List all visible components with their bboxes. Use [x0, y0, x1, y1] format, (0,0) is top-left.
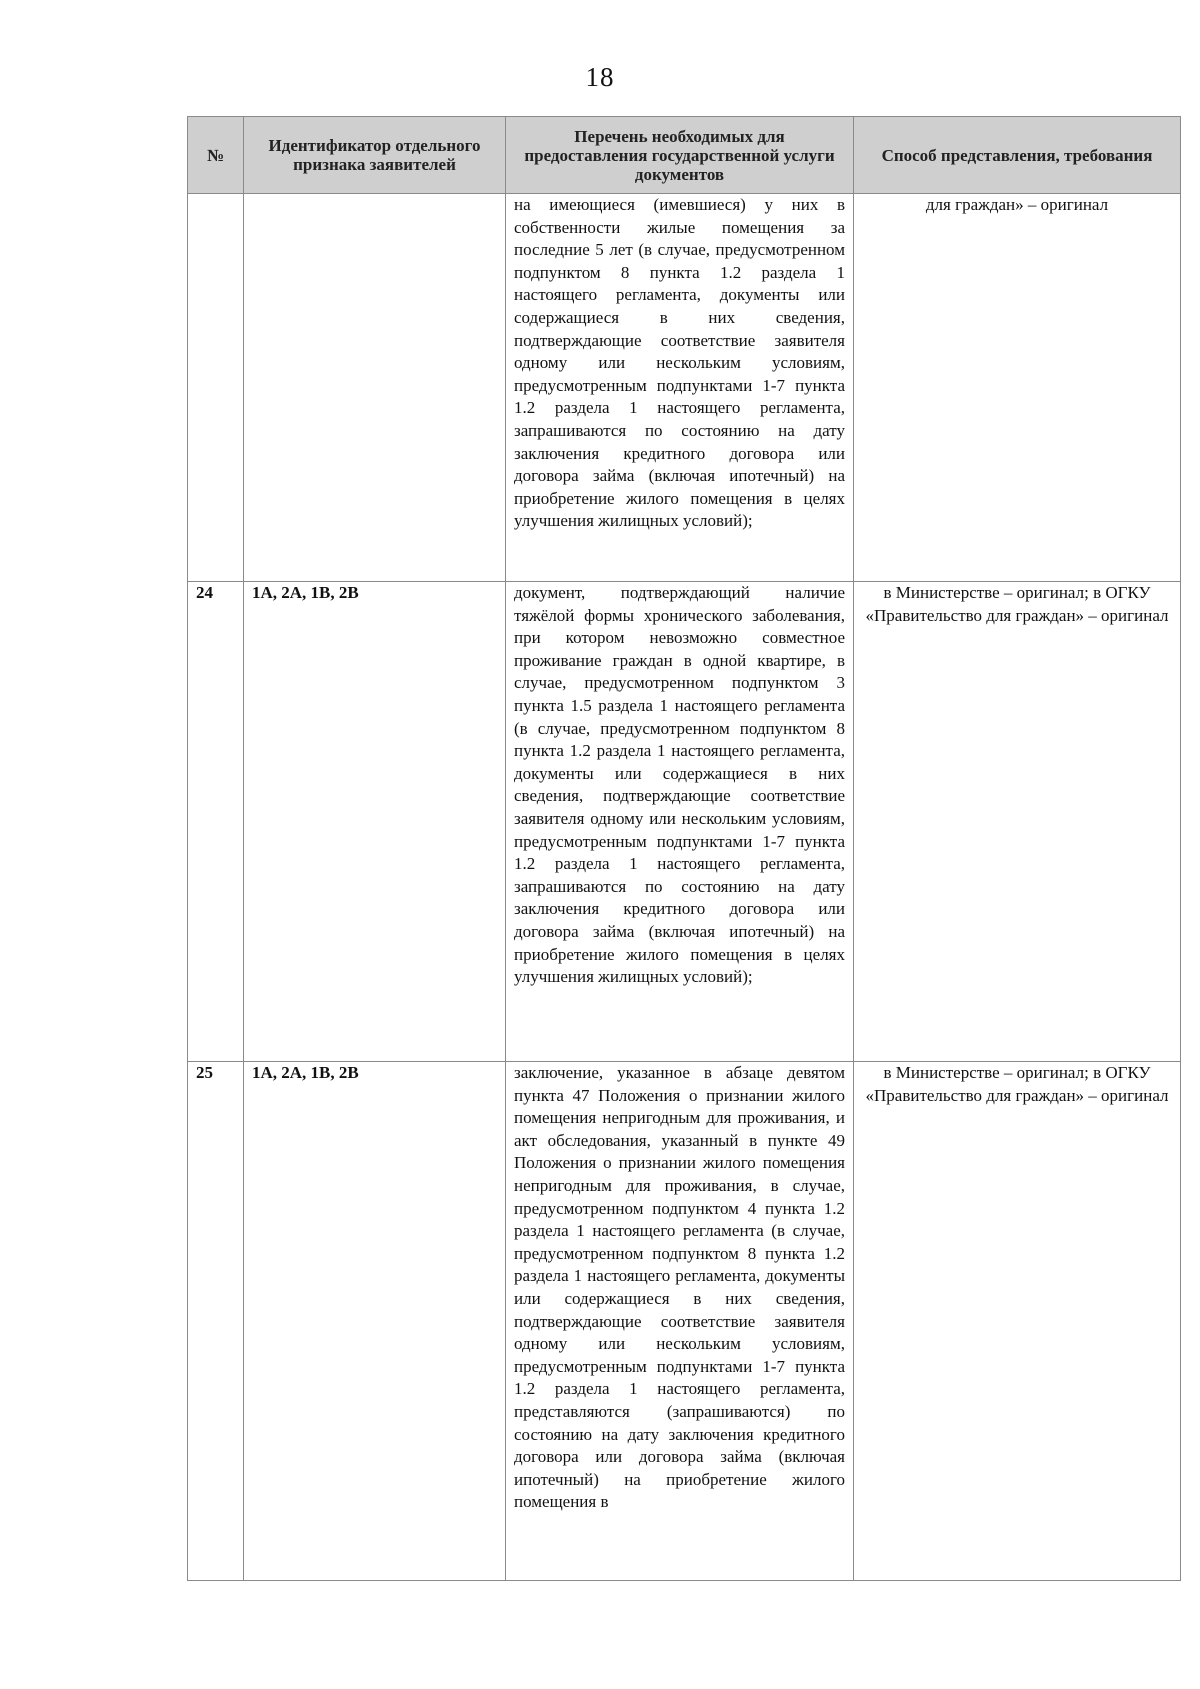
row-number: 24	[188, 582, 244, 1062]
row-identifier	[244, 194, 506, 582]
table-row	[188, 194, 1181, 582]
row-documents: заключение, указанное в абзаце девятом пункта 47 Положения о признании жилого помещения непригодным для проживания, и акт обследования, указанный в пункте 49 Положения о признании жилого помещения непригодным для проживания, в случае, предусмотренном подпунктом 4 пункта 1.2 раздела 1 настоящего регламента (в случае, предусмотренном подпунктом 8 пункта 1.2 раздела 1 настоящего регламента, документы или содержащиеся в них сведения, подтверждающие соответствие заявителя одному или нескольким условиям, предусмотренным подпунктами 1-7 пункта 1.2 раздела 1 настоящего регламента, представляются (запрашиваются) по состоянию на дату заключения кредитного договора или договора займа (включая ипотечный) на приобретение жилого помещения в	[506, 1062, 854, 1581]
row-identifier: 1А, 2А, 1В, 2В	[244, 1062, 506, 1581]
row-identifier: 1А, 2А, 1В, 2В	[244, 582, 506, 1062]
table-header-row	[188, 117, 1181, 194]
documents-table	[187, 116, 1181, 1581]
row-documents: на имеющиеся (имевшиеся) у них в собственности жилые помещения за последние 5 лет (в случае, предусмотренном подпунктом 8 пункта 1.2 раздела 1 настоящего регламента, документы или содержащиеся в них сведения, подтверждающие соответствие заявителя одному или нескольким условиям, предусмотренным подпунктами 1-7 пункта 1.2 раздела 1 настоящего регламента, запрашиваются по состоянию на дату заключения кредитного договора или договора займа (включая ипотечный) на приобретение жилого помещения в целях улучшения жилищных условий);	[506, 194, 854, 582]
row-documents: документ, подтверждающий наличие тяжёлой формы хронического заболевания, при котором невозможно совместное проживание граждан в одной квартире, в случае, предусмотренном подпунктом 3 пункта 1.5 раздела 1 настоящего регламента (в случае, предусмотренном подпунктом 8 пункта 1.2 раздела 1 настоящего регламента, документы или содержащиеся в них сведения, подтверждающие соответствие заявителя одному или нескольким условиям, предусмотренным подпунктами 1-7 пункта 1.2 раздела 1 настоящего регламента, запрашиваются по состоянию на дату заключения кредитного договора или договора займа (включая ипотечный) на приобретение жилого помещения в целях улучшения жилищных условий);	[506, 582, 854, 1062]
header-method: Способ представления, требования	[854, 117, 1181, 194]
row-method: в Министерстве – оригинал; в ОГКУ «Правительство для граждан» – оригинал	[854, 582, 1181, 1062]
page-number: 18	[585, 62, 615, 92]
row-number	[188, 194, 244, 582]
row-method: в Министерстве – оригинал; в ОГКУ «Правительство для граждан» – оригинал	[854, 1062, 1181, 1581]
header-identifier: Идентификатор отдельного признака заявителей	[244, 117, 506, 194]
table-row	[188, 582, 1181, 1062]
header-documents: Перечень необходимых для предоставления государственной услуги документов	[506, 117, 854, 194]
header-number: №	[188, 117, 244, 194]
row-number: 25	[188, 1062, 244, 1581]
row-method: для граждан» – оригинал	[854, 194, 1181, 582]
table-row	[188, 1062, 1181, 1581]
